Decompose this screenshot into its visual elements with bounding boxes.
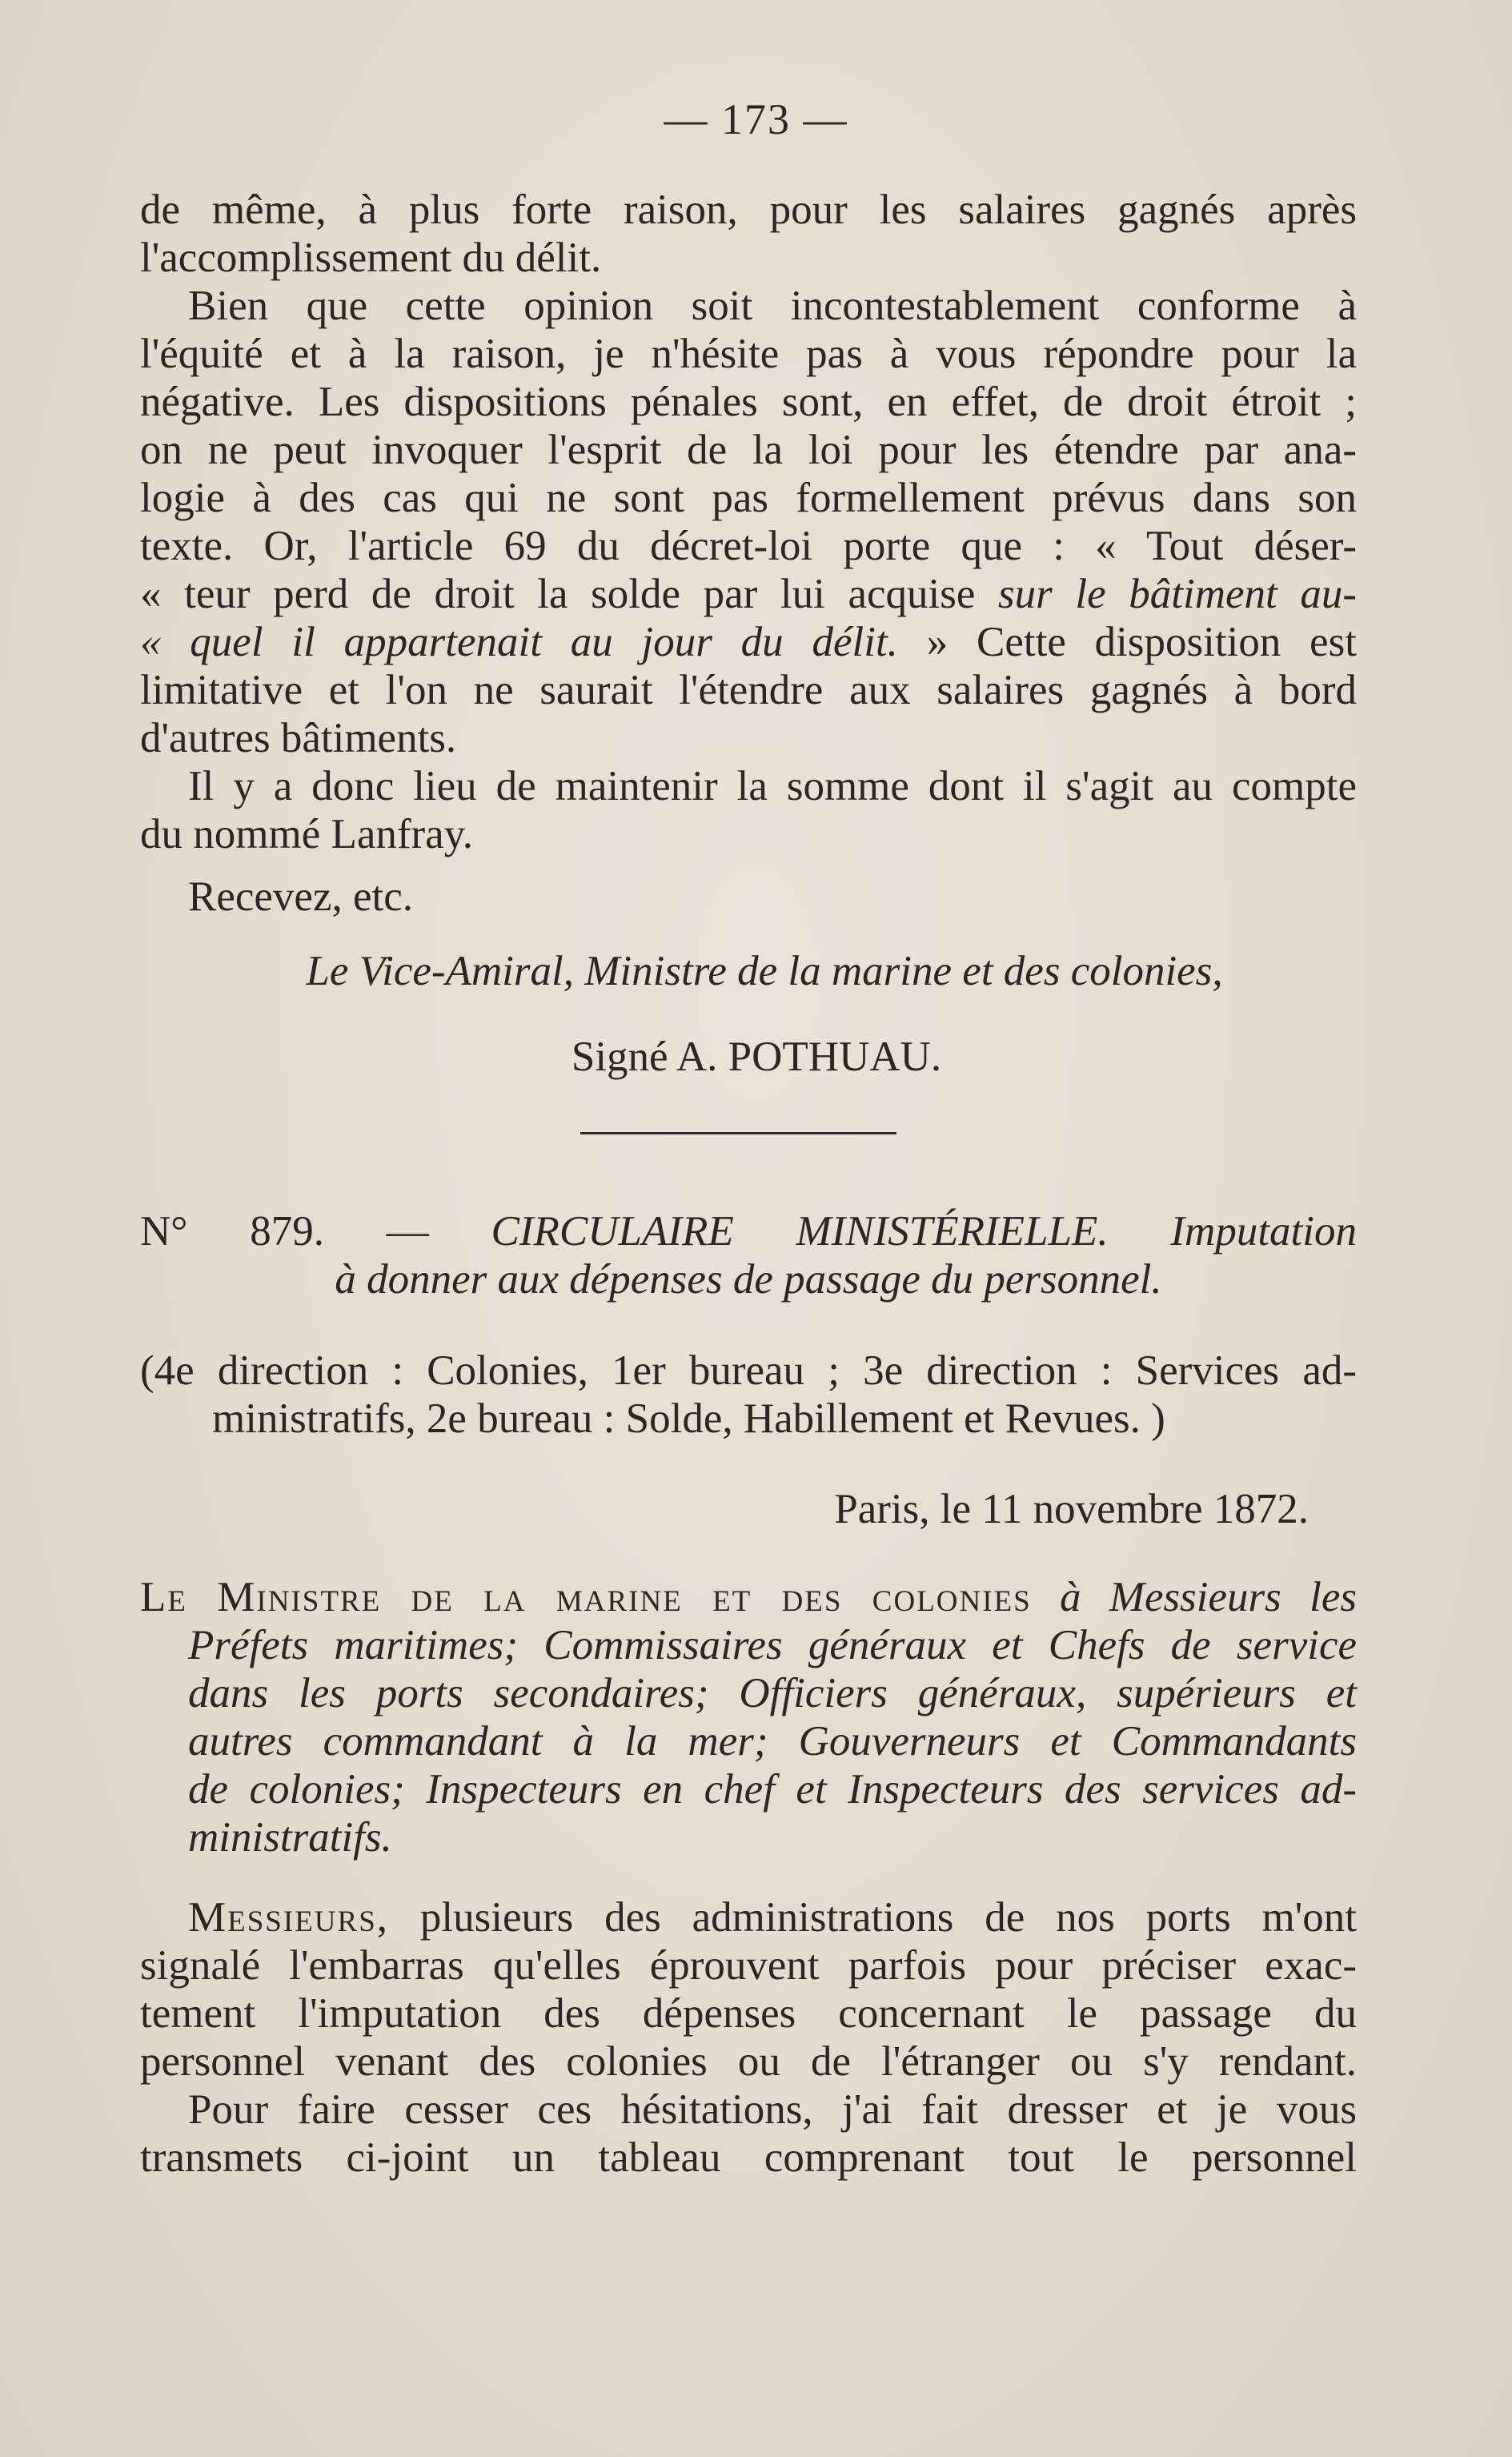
page-number: — 173 — xyxy=(664,95,848,143)
body-paragraph-2 xyxy=(140,2086,1357,2182)
text-line: tement l'imputation des dépenses concernant le passage du xyxy=(140,1990,1357,2037)
closing xyxy=(140,873,1357,921)
addressee-line xyxy=(140,1573,1357,1621)
signatory-title xyxy=(140,947,1357,995)
circular-number: N° 879. — xyxy=(140,1208,491,1255)
text-line: du nommé Lanfray. xyxy=(140,811,474,857)
text-line: on ne peut invoquer l'esprit de la loi pour les étendre par ana- xyxy=(140,427,1357,473)
body-text: plusieurs des administrations de nos ports m'ont xyxy=(389,1894,1357,1941)
text-line: l'équité et à la raison, je n'hésite pas à vous répondre pour la xyxy=(140,331,1357,377)
body-line xyxy=(140,1893,1357,1941)
text-line: l'accomplissement du délit. xyxy=(140,235,602,281)
signatory-title-text: Le Vice-Amiral, Ministre de la marine et des colonies, xyxy=(306,948,1223,994)
circular-subject: Imputation xyxy=(1108,1208,1357,1255)
quote-italic: « quel il appartenait au jour du délit. xyxy=(140,619,898,665)
direction-info xyxy=(140,1347,1357,1443)
text-line: transmets ci-joint un tableau comprenant tout le personnel xyxy=(140,2134,1357,2181)
text-line: négative. Les dispositions pénales sont, en effet, de droit étroit ; xyxy=(140,379,1357,425)
text-line: Il y a donc lieu de maintenir la somme dont il s'agit au compte xyxy=(188,763,1357,809)
quote-italic: sur le bâtiment au- xyxy=(998,571,1358,617)
date-text: Paris, le 11 novembre 1872. xyxy=(834,1486,1309,1532)
addressee-text: de colonies; Inspecteurs en chef et Inspecteurs des services ad- xyxy=(188,1766,1357,1813)
closing-text: Recevez, etc. xyxy=(188,873,413,920)
quote-text: » Cette disposition est xyxy=(897,619,1357,665)
text-line: logie à des cas qui ne sont pas formellement prévus dans son xyxy=(140,475,1357,521)
addressee xyxy=(140,1573,1357,1861)
text-line: signalé l'embarras qu'elles éprouvent parfois pour préciser exac- xyxy=(140,1942,1357,1989)
circular-subject: à donner aux dépenses de passage du personnel. xyxy=(335,1256,1162,1303)
previous-letter-continuation xyxy=(140,186,1357,282)
text-line: de même, à plus forte raison, pour les salaires gagnés après xyxy=(140,187,1357,233)
paragraph-opinion xyxy=(140,282,1357,762)
signature-text: Signé A. POTHUAU. xyxy=(571,1034,942,1080)
addressee-text: dans les ports secondaires; Officiers généraux, supérieurs et xyxy=(188,1670,1357,1716)
quote-text: « teur perd de droit la solde par lui acquise xyxy=(140,571,999,617)
addressee-text: Préfets maritimes; Commissaires généraux et Chefs de service xyxy=(188,1622,1357,1668)
circular-title: CIRCULAIRE MINISTÉRIELLE. xyxy=(491,1208,1109,1255)
signature xyxy=(140,1033,1357,1081)
section-divider xyxy=(580,1132,896,1138)
addressee-text: à Messieurs les xyxy=(1031,1574,1357,1620)
date-line xyxy=(140,1485,1357,1533)
addressee-text: autres commandant à la mer; Gouverneurs et Commandants xyxy=(188,1718,1357,1764)
quote-line xyxy=(140,570,1357,618)
circular-heading xyxy=(140,1207,1357,1303)
text-line: limitative et l'on ne saurait l'étendre aux salaires gagnés à bord xyxy=(140,667,1357,713)
addressee-text: ministratifs. xyxy=(188,1814,392,1861)
paragraph-conclusion xyxy=(140,762,1357,858)
body-paragraph-1 xyxy=(140,1893,1357,2086)
text-line: Pour faire cesser ces hésitations, j'ai fait dresser et je vous xyxy=(188,2086,1357,2133)
text-line: texte. Or, l'article 69 du décret-loi porte que : « Tout déser- xyxy=(140,523,1357,569)
text-line: d'autres bâtiments. xyxy=(140,715,457,761)
salutation: Messieurs, xyxy=(188,1894,390,1941)
heading-line xyxy=(140,1207,1357,1255)
text-line: ministratifs, 2e bureau : Solde, Habillement et Revues. ) xyxy=(212,1395,1165,1442)
text-line: (4e direction : Colonies, 1er bureau ; 3e direction : Services ad- xyxy=(140,1347,1357,1394)
quote-line xyxy=(140,618,1357,666)
text-line: Bien que cette opinion soit incontestablement conforme à xyxy=(188,283,1357,329)
addressee-prefix: Le Ministre de la marine et des colonies xyxy=(140,1574,1032,1620)
text-line: personnel venant des colonies ou de l'étranger ou s'y rendant. xyxy=(140,2038,1357,2085)
